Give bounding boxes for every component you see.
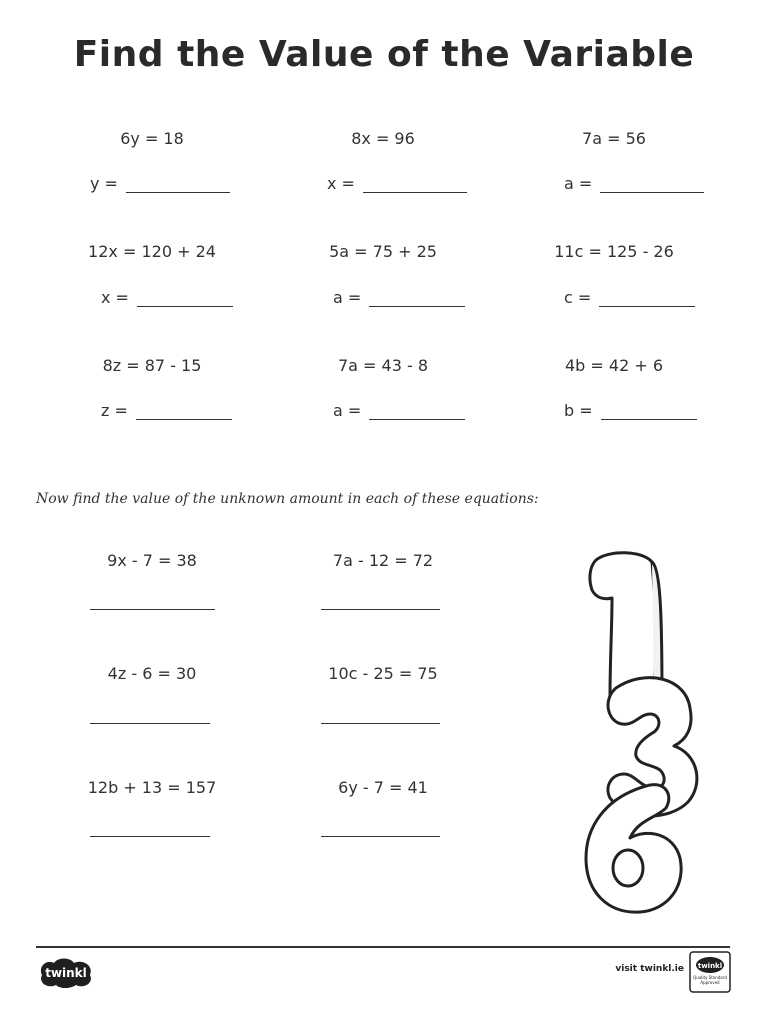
answer-3[interactable] (564, 174, 704, 193)
equation-15: 6y - 7 = 41 (338, 778, 428, 797)
answer-label: x = (327, 174, 355, 193)
equation-1: 6y = 18 (120, 129, 184, 148)
equation-4: 12x = 120 + 24 (88, 242, 216, 261)
answer-blank[interactable] (137, 290, 233, 307)
equation-3: 7a = 56 (582, 129, 646, 148)
answer-label: z = (101, 401, 128, 420)
answer-line[interactable] (90, 836, 210, 837)
badge-brand: twinkl (697, 962, 723, 970)
instruction-text: Now find the value of the unknown amount in each of these equations: (36, 491, 539, 507)
page-title: Find the Value of the Variable (73, 34, 695, 75)
answer-line[interactable] (321, 723, 440, 724)
equation-10: 9x - 7 = 38 (107, 551, 197, 570)
answer-8[interactable] (333, 401, 465, 420)
answer-label: x = (101, 288, 129, 307)
answer-blank[interactable] (600, 176, 704, 193)
answer-label: b = (564, 401, 593, 420)
answer-blank[interactable] (599, 290, 695, 307)
answer-label: c = (564, 288, 592, 307)
twinkl-logo[interactable] (36, 955, 96, 989)
answer-label: a = (333, 288, 362, 307)
equation-14: 12b + 13 = 157 (87, 778, 217, 797)
footer-divider (36, 946, 730, 948)
visit-link[interactable]: visit twinkl.ie (615, 964, 684, 974)
answer-6[interactable] (564, 288, 695, 307)
quality-badge (689, 951, 731, 993)
logo-text: twinkl (45, 966, 87, 980)
answer-blank[interactable] (363, 176, 467, 193)
answer-label: y = (90, 174, 118, 193)
equation-13: 10c - 25 = 75 (328, 664, 438, 683)
answer-5[interactable] (333, 288, 465, 307)
answer-line[interactable] (90, 723, 210, 724)
equation-5: 5a = 75 + 25 (329, 242, 437, 261)
equation-6: 11c = 125 - 26 (554, 242, 674, 261)
equation-7: 8z = 87 - 15 (102, 356, 202, 375)
answer-4[interactable] (101, 288, 233, 307)
equation-2: 8x = 96 (351, 129, 415, 148)
answer-label: a = (333, 401, 362, 420)
equation-11: 7a - 12 = 72 (332, 551, 434, 570)
answer-blank[interactable] (126, 176, 230, 193)
badge-text: Quality Standard Approved (693, 975, 727, 985)
answer-1[interactable] (90, 174, 230, 193)
answer-line[interactable] (321, 836, 440, 837)
answer-2[interactable] (327, 174, 467, 193)
numbers-illustration (556, 548, 706, 923)
answer-line[interactable] (90, 609, 215, 610)
answer-7[interactable] (101, 401, 232, 420)
equation-9: 4b = 42 + 6 (564, 356, 664, 375)
equation-8: 7a = 43 - 8 (337, 356, 429, 375)
answer-line[interactable] (321, 609, 440, 610)
answer-blank[interactable] (369, 290, 465, 307)
answer-blank[interactable] (601, 403, 697, 420)
equation-12: 4z - 6 = 30 (107, 664, 197, 683)
answer-label: a = (564, 174, 593, 193)
answer-9[interactable] (564, 401, 697, 420)
answer-blank[interactable] (369, 403, 465, 420)
answer-blank[interactable] (136, 403, 232, 420)
